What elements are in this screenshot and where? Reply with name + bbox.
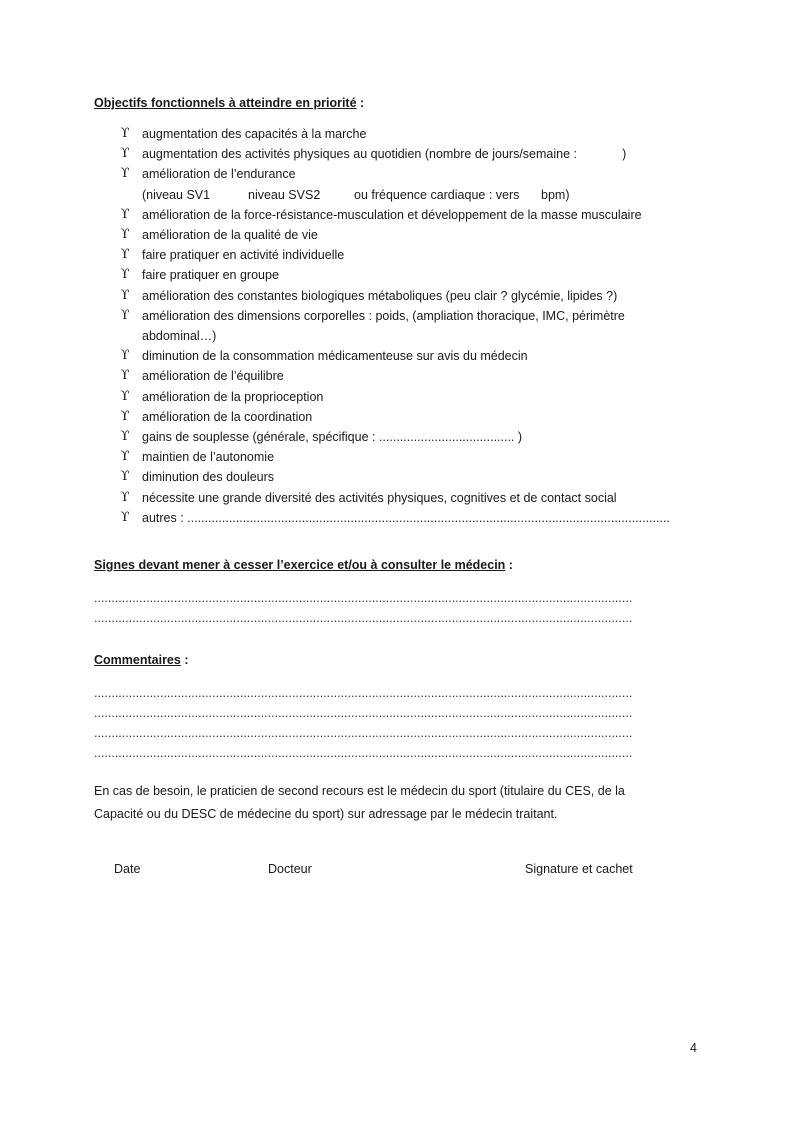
bullet-icon: ϒ [120,247,130,263]
endurance-sv1: (niveau SV1 [142,187,211,202]
comments-line: ........................................................................................................................................................... [94,746,633,760]
list-item: ϒ nécessite une grande diversité des activités physiques, cognitives et de contact social [94,488,694,508]
bullet-icon: ϒ [120,509,130,525]
signs-line: ........................................................................................................................................................... [94,591,633,605]
signs-lines [94,588,676,628]
objectives-heading-suffix: : [356,96,365,110]
bullet-icon: ϒ [120,206,130,222]
signature-label: Signature et cachet [525,862,633,876]
bullet-icon: ϒ [120,469,130,485]
endurance-sv2: niveau SVS2 [248,187,321,202]
list-item: ϒ faire pratiquer en groupe [94,265,694,285]
signs-line: ........................................................................................................................................................... [94,611,633,625]
bullet-icon: ϒ [120,489,130,505]
page-number: 4 [690,1041,697,1055]
list-item: ϒ gains de souplesse (générale, spécifique : ....................................... ) [94,427,694,447]
comments-lines [94,683,676,763]
list-item: ϒ autres : ........................................................................................................................................... [94,508,694,528]
bullet-icon: ϒ [120,267,130,283]
comments-line: ........................................................................................................................................................... [94,726,633,740]
objectives-heading [94,96,364,110]
referral-note: En cas de besoin, le praticien de second recours est le médecin du sport (titulaire du CES, de la Capacité ou du DESC de médecine du sport) sur adressage par le médecin traitant. [94,784,625,821]
bullet-icon: ϒ [120,146,130,162]
bullet-icon: ϒ [120,287,130,303]
bullet-icon: ϒ [120,388,130,404]
endurance-sub-line [142,185,694,205]
list-item: ϒ amélioration de la qualité de vie [94,225,694,245]
bullet-icon: ϒ [120,408,130,424]
bullet-icon: ϒ [120,126,130,141]
date-label: Date [114,862,141,876]
list-item: ϒ maintien de l’autonomie [94,447,694,467]
comments-heading-text: Commentaires [94,653,181,667]
bullet-icon: ϒ [120,166,130,182]
list-item: ϒ faire pratiquer en activité individuelle [94,245,694,265]
bullet-icon: ϒ [120,368,130,384]
bullet-icon: ϒ [120,227,130,243]
objectives-list [94,124,694,528]
list-item: ϒ amélioration de l’équilibre [94,366,694,386]
endurance-fc: ou fréquence cardiaque : vers [354,187,520,202]
list-item: ϒ augmentation des activités physiques au quotidien (nombre de jours/semaine : ) [94,144,694,164]
signs-heading [94,558,513,572]
signs-heading-suffix: : [505,558,513,572]
endurance-bpm: bpm) [541,187,570,202]
comments-line: ........................................................................................................................................................... [94,686,633,700]
list-item: ϒ amélioration de la proprioception [94,387,694,407]
list-item: ϒ amélioration de la coordination [94,407,694,427]
bullet-icon: ϒ [120,307,130,323]
bullet-icon: ϒ [120,429,130,445]
bullet-icon: ϒ [120,449,130,465]
list-item: ϒ diminution de la consommation médicamenteuse sur avis du médecin [94,346,694,366]
list-item: ϒ amélioration de la force-résistance-musculation et développement de la masse musculaire [94,205,694,225]
comments-heading-suffix: : [180,653,189,667]
doctor-label: Docteur [268,862,312,876]
objectives-heading-text: Objectifs fonctionnels à atteindre en priorité [94,96,357,110]
list-item: ϒ amélioration de l’endurance (niveau SV1 niveau SVS2 ou fréquence cardiaque : vers bpm) [94,164,694,204]
comments-heading [94,653,188,667]
list-item: ϒ amélioration des constantes biologiques métaboliques (peu clair ? glycémie, lipides ?) [94,286,694,306]
comments-line: ........................................................................................................................................................... [94,706,633,720]
list-item: ϒ diminution des douleurs [94,467,694,487]
list-item: ϒ amélioration des dimensions corporelles : poids, (ampliation thoracique, IMC, périmètre abdominal…) [94,306,694,346]
signs-heading-text: Signes devant mener à cesser l’exercice et/ou à consulter le médecin [94,558,506,572]
bullet-icon: ϒ [120,348,130,364]
list-item: ϒ augmentation des capacités à la marche [94,124,694,144]
